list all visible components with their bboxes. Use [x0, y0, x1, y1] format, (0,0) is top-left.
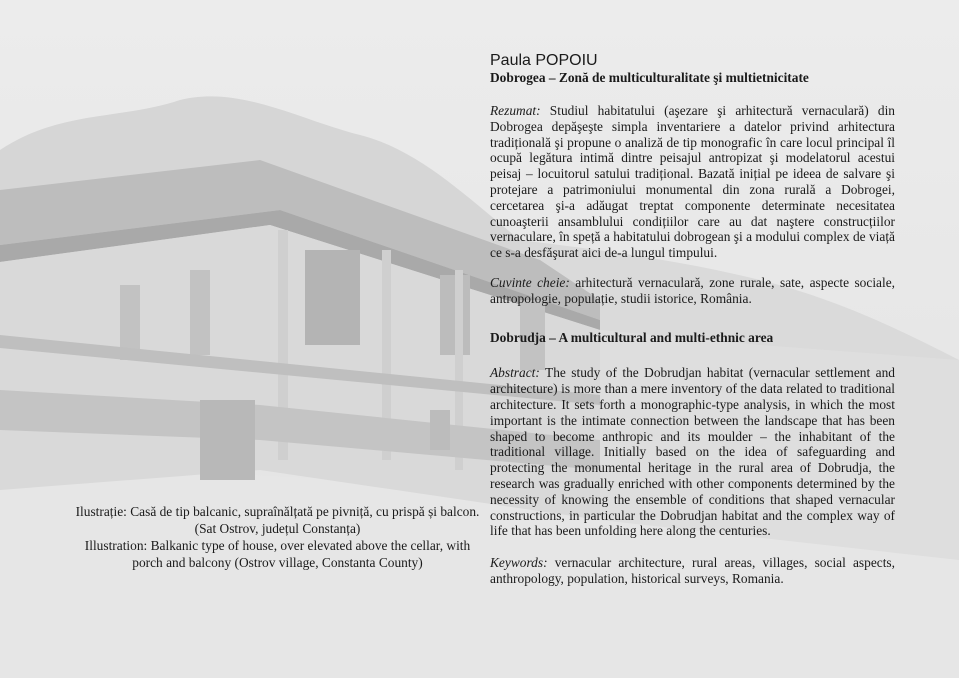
caption-line-en-location: porch and balcony (Ostrov village, Constanta County): [132, 555, 423, 570]
keywords-ro-text: arhitectură vernaculară, zone rurale, sate, aspecte sociale, antropologie, populație, studii istorice, România.: [490, 274, 895, 306]
abstract-english: [490, 365, 895, 539]
caption-line-ro-location: (Sat Ostrov, județul Constanța): [194, 521, 361, 536]
caption-line-ro: Ilustrație: Casă de tip balcanic, supraînălțată pe pivniță, cu prispă și balcon.: [75, 504, 480, 519]
abstract-romanian: [490, 103, 895, 261]
abstract-en-text: The study of the Dobrudjan habitat (vernacular settlement and architecture) is more than a mere inventory of the data related to traditional architecture. It sets forth a monographic-type analysis, in which the most important is the intimate connection between the landscape that has been shaped to become anthropic and its moulder – the inhabitant of the traditional village. Initially based on the idea of safeguarding and protecting the monumental heritage in the rural area of Dobrudja, the research was gradually enriched with other components determined by the necessity of knowing the ensemble of conditions that shaped vernacular constructions, in particular the Dobrudjan habitat and the complex way of life that has been unfolding here along the centuries.: [490, 365, 895, 539]
keywords-ro-label: Cuvinte cheie:: [490, 274, 570, 290]
keywords-en-label: Keywords:: [490, 555, 548, 571]
caption-line-en: Illustration: Balkanic type of house, over elevated above the cellar, with: [84, 538, 471, 553]
title-romanian: Dobrogea – Zonă de multiculturalitate şi multietnicitate: [490, 70, 809, 85]
keywords-romanian: [490, 275, 895, 307]
figure-caption: [40, 503, 515, 571]
abstract-ro-label: Rezumat:: [490, 103, 541, 118]
author-name: Paula POPOIU: [490, 52, 598, 69]
keywords-english: [490, 555, 895, 587]
title-english: Dobrudja – A multicultural and multi-ethnic area: [490, 329, 774, 345]
abstract-ro-text: Studiul habitatului (aşezare şi arhitectură vernaculară) din Dobrogea depăşeşte simpla inventariere a datelor privind arhitectura tradițională şi propune o analiză de tip monografic în care locul principal îl ocupă legătura intimă dintre peisajul antropizat şi modelatorul acestui peisaj – locuitorul satului tradițional. Bazată inițial pe ideea de salvare şi protejare a patrimoniului monumental din zona rurală a Dobrogei, cercetarea şi-a adăugat treptat componente determinate necesitatea cunoaşterii ansamblului condițiilor care au dat naştere construcțiilor vernaculare, în speță a habitatului dobrogean şi a modului complex de viață ce s-a desfăşurat aici de-a lungul timpului.: [490, 103, 895, 261]
article-column: [490, 52, 895, 587]
abstract-en-label: Abstract:: [490, 365, 540, 381]
keywords-en-text: vernacular architecture, rural areas, villages, social aspects, anthropology, population, historical surveys, Romania.: [490, 555, 895, 586]
